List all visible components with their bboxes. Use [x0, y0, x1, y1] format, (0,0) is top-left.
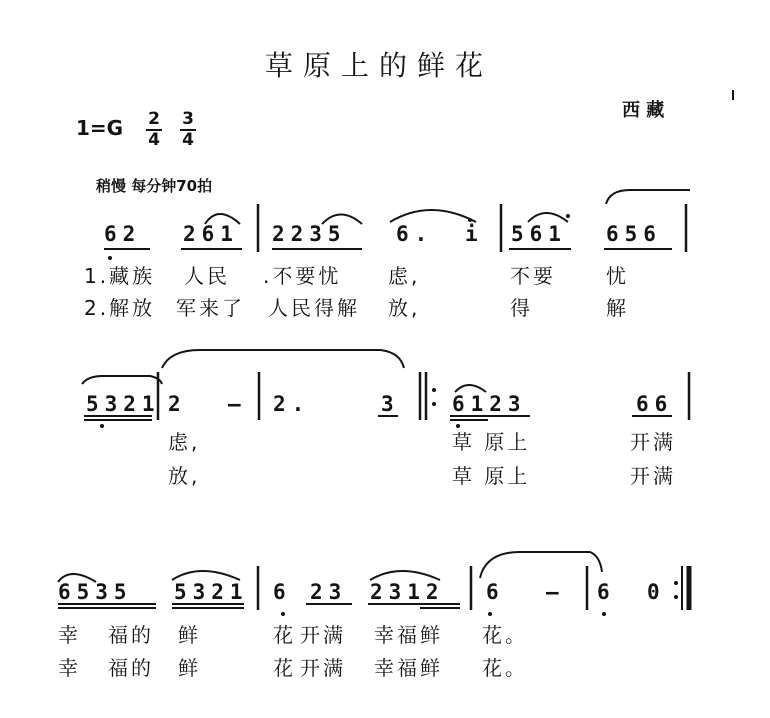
octave-dot: [602, 612, 606, 616]
note-group: 5321: [86, 392, 161, 416]
repeat-dot: [674, 595, 678, 599]
tie: [606, 190, 690, 204]
lyric-v2: 花。: [482, 656, 528, 680]
lyric-v2: 草 原上: [452, 464, 531, 488]
note-group: 66: [636, 392, 674, 416]
slur: [390, 210, 476, 222]
lyric-v2: 人民得解: [268, 296, 360, 320]
tie: [480, 552, 602, 578]
tie: [162, 350, 404, 368]
lyric-v2: 放,: [168, 464, 201, 488]
note-group: 3: [381, 392, 400, 416]
note-group: i: [465, 222, 484, 246]
lyric-v1: 忧: [606, 264, 629, 288]
lyric-v2: 放,: [388, 296, 421, 320]
lyric-v1: 虑,: [388, 264, 421, 288]
note-dash: –: [546, 580, 565, 604]
slur: [205, 214, 240, 224]
note-group: 2: [168, 392, 187, 416]
lyric-v1: 鲜: [178, 623, 201, 647]
lyric-v1: 人民: [184, 264, 230, 288]
note-group: 6: [273, 580, 292, 604]
note-group: 23: [310, 580, 348, 604]
note-group: 6.: [396, 222, 434, 246]
origin-label: 西 藏: [622, 100, 665, 121]
lyric-v2: 解: [606, 296, 629, 320]
lyric-v2: 幸福鲜: [374, 656, 443, 680]
note-group: 5321: [174, 580, 249, 604]
octave-dot: [566, 214, 570, 218]
slur: [82, 376, 162, 384]
lyric-v1: 草 原上: [452, 430, 531, 454]
lyric-v2: 开满: [630, 464, 676, 488]
lyric-v1: 花。: [482, 623, 528, 647]
note-group: 2312: [370, 580, 445, 604]
lyric-v2: 鲜: [178, 656, 201, 680]
lyric-v1: 幸福鲜: [374, 623, 443, 647]
note-rest: 0: [647, 580, 666, 604]
song-title: 草原上的鲜花: [265, 49, 494, 82]
lyric-v2: 军来了: [176, 296, 245, 320]
note-group: 2235: [272, 222, 347, 246]
lyric-v1: 福的: [108, 623, 154, 647]
note-group: 6: [486, 580, 505, 604]
time-sig-numerator: 3: [182, 109, 194, 129]
lyric-v1: 虑,: [168, 430, 201, 454]
slur: [528, 213, 568, 222]
repeat-dot: [432, 388, 436, 392]
octave-dot: [488, 612, 492, 616]
lyric-v2: 幸: [58, 656, 81, 680]
lyric-v1: 不要: [510, 264, 556, 288]
lyric-v2: 福的: [108, 656, 154, 680]
lyric-v1: .不要忧: [263, 264, 342, 288]
slur: [455, 385, 486, 392]
note-group: 2.: [273, 392, 311, 416]
note-dash: –: [228, 392, 247, 416]
lyric-v2: 2.解放: [84, 296, 156, 320]
note-group: 561: [511, 222, 567, 246]
octave-dot: [468, 218, 472, 222]
lyric-v1: 幸: [58, 623, 81, 647]
slur: [172, 571, 240, 580]
lyric-v1: 开满: [630, 430, 676, 454]
repeat-dot: [674, 581, 678, 585]
repeat-dot: [432, 402, 436, 406]
note-group: 6535: [58, 580, 133, 604]
note-group: 6123: [452, 392, 527, 416]
octave-dot: [456, 424, 460, 428]
lyric-v2: 花: [273, 656, 296, 680]
slur: [58, 574, 96, 582]
slur: [370, 571, 440, 580]
octave-dot: [281, 612, 285, 616]
key-signature: 1=G: [76, 116, 124, 140]
note-group: 656: [606, 222, 662, 246]
time-sig-numerator: 2: [148, 109, 160, 129]
lyric-v1: 1.藏族: [84, 264, 156, 288]
lyric-v2: 得: [510, 296, 533, 320]
slur: [322, 215, 362, 225]
octave-dot: [100, 424, 104, 428]
note-group: 62: [104, 222, 142, 246]
lyric-v2: 开满: [300, 656, 346, 680]
time-sig-denominator: 4: [148, 130, 160, 150]
time-sig-denominator: 4: [182, 130, 194, 150]
note-group: 261: [183, 222, 239, 246]
note-group: 6: [597, 580, 616, 604]
tempo-marking: 稍慢 每分钟70拍: [96, 177, 213, 195]
octave-dot: [108, 256, 112, 260]
lyric-v1: 开满: [300, 623, 346, 647]
lyric-v1: 花: [273, 623, 296, 647]
